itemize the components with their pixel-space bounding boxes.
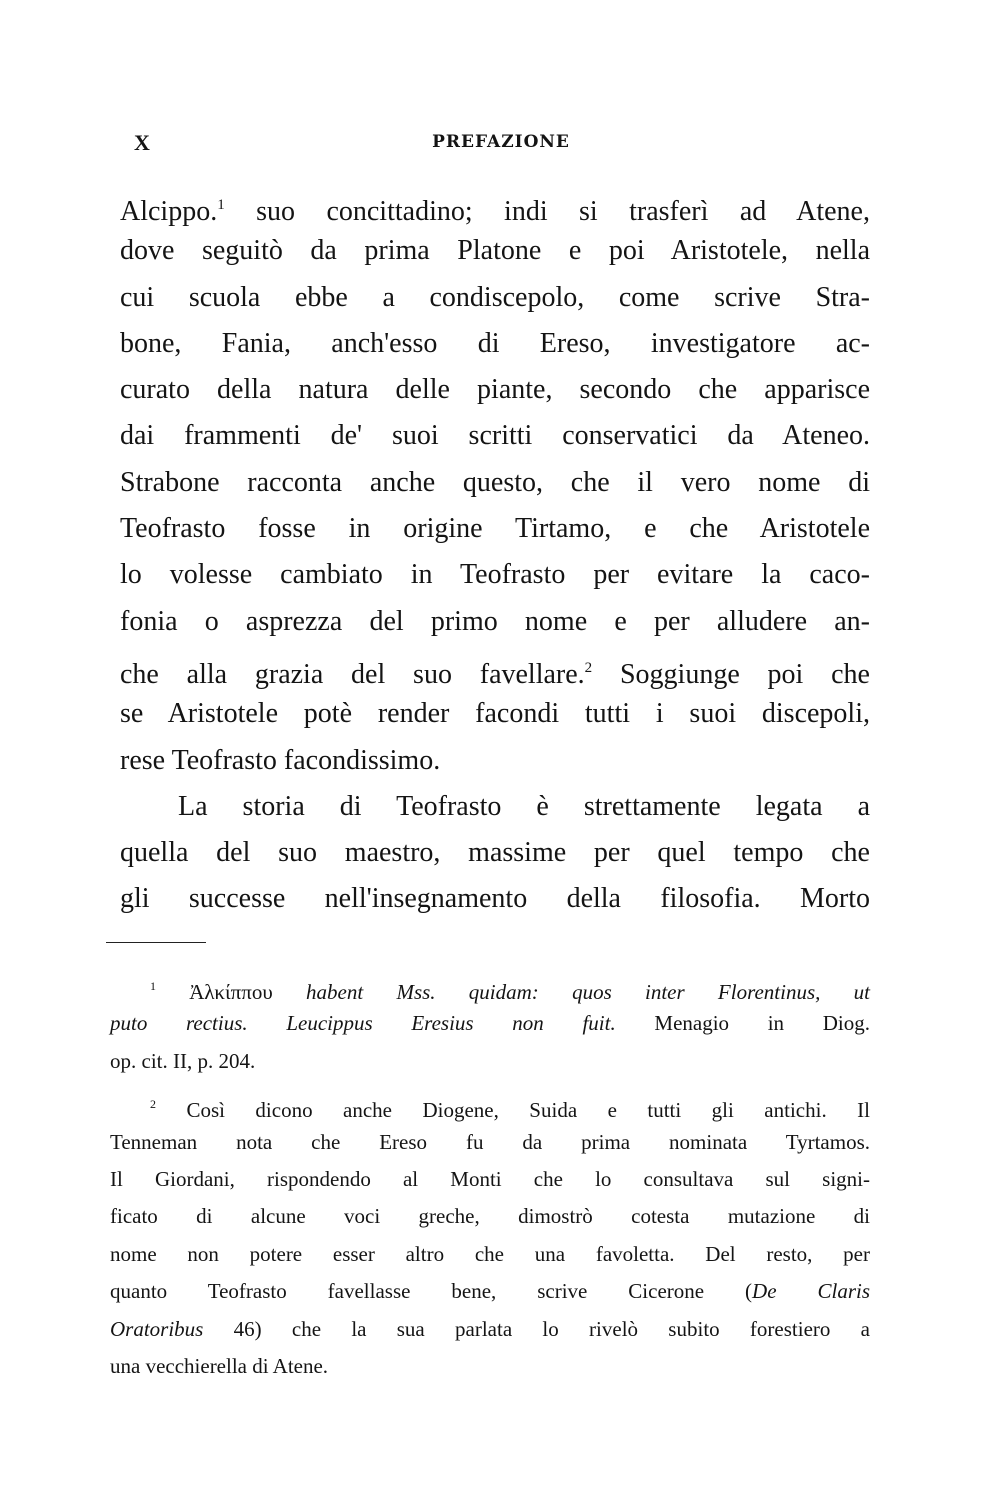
- text-line: quella del suo maestro, massime per quel tempo che: [120, 837, 870, 869]
- text-line: La storia di Teofrasto è strettamente legata a: [178, 790, 870, 822]
- text-line: dai frammenti de' suoi scritti conservatici da Ateneo.: [120, 420, 870, 452]
- text-line: gli successe nell'insegnamento della filosofia. Morto: [120, 883, 870, 915]
- running-head: PREFAZIONE: [432, 132, 570, 152]
- text-line: Alcippo.$^1$ suo concittadino; indi si trasferì ad Atene,: [120, 196, 870, 227]
- footnote-2: $^2$ Così dicono anche Diogene, Suida e tutti gli antichi. Il: [150, 1097, 870, 1123]
- footnote-line: nome non potere esser altro che una favoletta. Del resto, per: [110, 1241, 870, 1266]
- footnote-line: Oratoribus 46) che la sua parlata lo rivelò subito forestiero a: [110, 1316, 870, 1341]
- text-line: che alla grazia del suo favellare.$^2$ Soggiunge poi che: [120, 658, 870, 690]
- footnote-ref: 2: [584, 659, 593, 676]
- text-line: fonia o asprezza del primo nome e per alludere an-: [120, 605, 870, 637]
- footnote-line: ficato di alcune voci greche, dimostrò cotesta mutazione di: [110, 1204, 870, 1229]
- text-line: rese Teofrasto facondissimo.: [120, 744, 441, 776]
- footnote-rule: [106, 942, 206, 943]
- footnote-line: una vecchierella di Atene.: [110, 1353, 329, 1378]
- page-header: [134, 130, 868, 160]
- text-line: cui scuola ebbe a condiscepolo, come scrive Stra-: [120, 281, 870, 313]
- footnote-ref: 1: [217, 197, 225, 213]
- text-line: dove seguitò da prima Platone e poi Aristotele, nella: [120, 235, 870, 267]
- footnote-line: quanto Teofrasto favellasse bene, scrive Cicerone (De Claris: [110, 1279, 870, 1304]
- footnote-line: op. cit. II, p. 204.: [110, 1048, 256, 1073]
- greek-word: Ἀλκίππου: [189, 980, 273, 1004]
- footnote-line: Tenneman nota che Ereso fu da prima nominata Tyrtamos.: [110, 1129, 870, 1154]
- text-line: se Aristotele potè render facondi tutti i suoi discepoli,: [120, 698, 870, 730]
- text-line: Teofrasto fosse in origine Tirtamo, e che Aristotele: [120, 513, 870, 545]
- main-text: [120, 182, 870, 923]
- text-line: bone, Fania, anch'esso di Ereso, investigatore ac-: [120, 327, 870, 359]
- footnote-line: puto rectius. Leucippus Eresius non fuit. Menagio in Diog.: [110, 1011, 870, 1036]
- footnote-marker: 1: [150, 979, 156, 993]
- text-line: curato della natura delle piante, secondo che apparisce: [120, 374, 870, 406]
- page-number: X: [134, 130, 150, 155]
- footnote-1: $^1$ Ἀλκίππου habent Mss. quidam: quos inter Florentinus, ut: [150, 979, 870, 1004]
- footnote-line: Il Giordani, rispondendo al Monti che lo consultava sul signi-: [110, 1166, 870, 1191]
- text-line: lo volesse cambiato in Teofrasto per evitare la caco-: [120, 559, 870, 591]
- text-line: Strabone racconta anche questo, che il vero nome di: [120, 466, 870, 498]
- footnotes: [110, 968, 870, 1385]
- footnote-marker: 2: [150, 1097, 156, 1112]
